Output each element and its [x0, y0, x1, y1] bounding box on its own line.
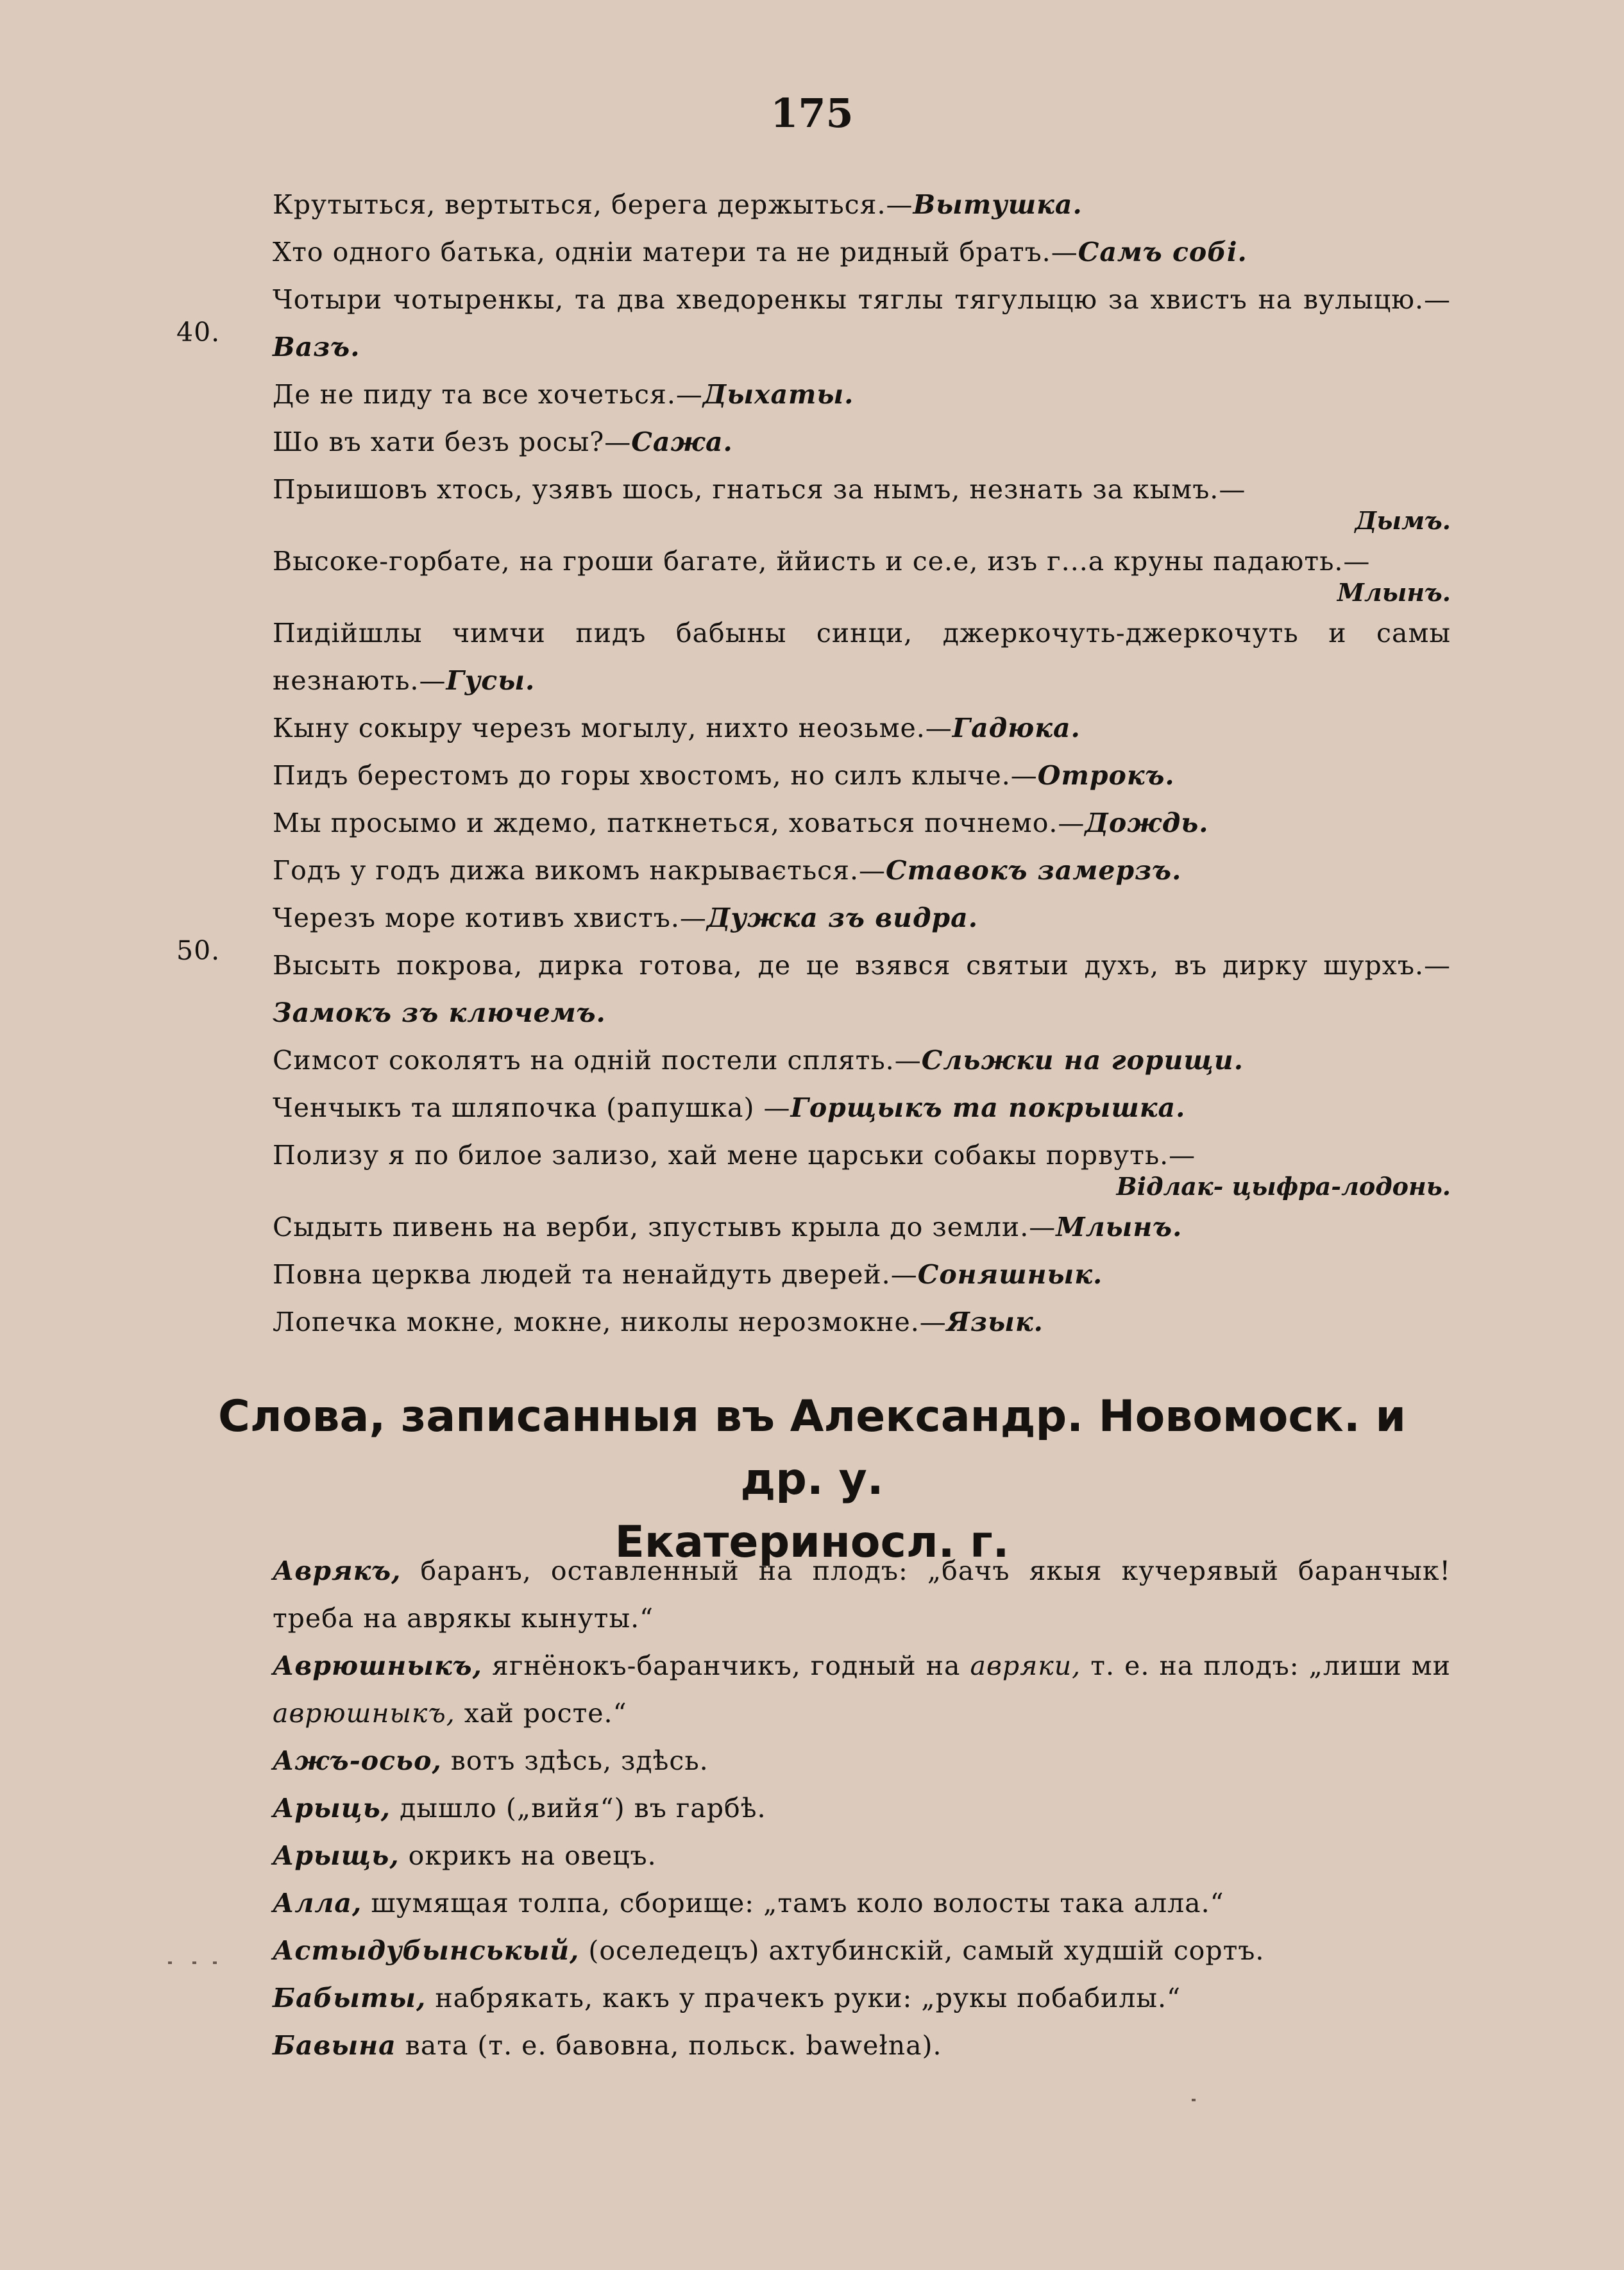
dictionary-entry: Бавына вата (т. е. бавовна, польск. bawełna).: [273, 2030, 942, 2061]
riddle-entry: Высоке-горбате, на гроши багате, ййисть и се.е, изъ г...а круны падають.—: [273, 546, 1371, 577]
riddle-entry: Ченчыкъ та шляпочка (рапушка) —Горщыкъ та покрышка.: [273, 1092, 1186, 1123]
riddle-answer: Дужка зъ видра.: [706, 902, 978, 933]
riddle-entry: Кыну сокыру черезъ могылу, нихто неозьме.—Гадюка.: [273, 713, 1081, 743]
dictionary-entry: Арыць, дышло („вийя“) въ гарбѣ.: [273, 1793, 766, 1824]
riddle-entry: Годъ у годъ дижа викомъ накрывається.—Ставокъ замерзъ.: [273, 855, 1182, 886]
riddle-answer: Соняшнык.: [917, 1259, 1103, 1290]
riddle-answer: Сльжки на горищи.: [921, 1045, 1244, 1076]
riddle-answer: Дымъ.: [1355, 506, 1451, 535]
riddle-answer: Горщыкъ та покрышка.: [790, 1092, 1186, 1123]
riddle-answer: Млынъ.: [1337, 578, 1451, 607]
riddle-entry: Сыдыть пивень на верби, зпустывъ крыла до земли.—Млынъ.: [273, 1212, 1183, 1242]
riddle-entry: Крутыться, вертыться, берега держыться.—Вытушка.: [273, 189, 1083, 220]
riddle-entry: 40. Чотыри чотыренкы, та два хведоренкы тяглы тягулыцю за хвистъ на вулыцю.—Вазъ.: [176, 284, 1451, 362]
riddle-answer: Дыхаты.: [702, 379, 854, 410]
riddle-entry: Хто одного батька, одніи матери та не ридный братъ.—Самъ собі.: [273, 237, 1248, 267]
riddle-entry: Полизу я по билое зализо, хай мене царськи собакы порвуть.—: [273, 1140, 1196, 1171]
headword: Ажъ-осьо,: [273, 1745, 442, 1776]
riddle-entry: 50. Черезъ море котивъ хвистъ.—Дужка зъ видра.: [173, 894, 1451, 942]
riddle-entry: Шо въ хати безъ росы?—Сажа.: [273, 427, 733, 457]
riddle-answer: Вытушка.: [913, 189, 1083, 220]
page-number: 175: [770, 90, 854, 137]
scan-speck: [168, 1961, 172, 1964]
riddles-section: [173, 181, 1451, 1346]
riddle-answer: Самъ собі.: [1078, 237, 1248, 267]
dictionary-entry: Аврякъ, баранъ, оставленный на плодъ: „бачъ якыя кучерявый баранчык! треба на аврякы кынуты.“: [273, 1555, 1451, 1634]
riddle-entry: Мы просымо и ждемо, паткнеться, ховаться почнемо.—Дождь.: [273, 808, 1209, 838]
riddle-number: 50.: [176, 935, 221, 966]
headword: Алла,: [273, 1888, 362, 1918]
headword: Астыдубынськый,: [273, 1935, 580, 1966]
riddle-entry: Высыть покрова, дирка готова, де це взявся святыи духъ, въ дирку шурхъ.—Замокъ зъ ключемъ.: [273, 950, 1451, 1028]
riddle-answer: Гусы.: [446, 665, 536, 696]
scan-speck: [192, 1961, 196, 1964]
dictionary-entry: Бабыты, набрякать, какъ у прачекъ руки: „рукы побабилы.“: [273, 1983, 1181, 2013]
riddle-answer: Гадюка.: [952, 713, 1081, 743]
riddle-answer: Отрокъ.: [1037, 760, 1175, 791]
riddle-answer: Дождь.: [1085, 808, 1209, 838]
riddle-answer: Замокъ зъ ключемъ.: [273, 997, 606, 1028]
riddle-entry: Пидъ берестомъ до горы хвостомъ, но силъ клыче.—Отрокъ.: [273, 760, 1175, 791]
headword: Аврюшныкъ,: [273, 1650, 482, 1681]
dictionary-entry: Арыщь, окрикъ на овецъ.: [273, 1840, 657, 1871]
dictionary-section: [173, 1547, 1451, 2069]
dictionary-entry: Астыдубынськый, (оселедецъ) ахтубинскій, самый худшій сортъ.: [273, 1935, 1265, 1966]
riddle-entry: Де не пиду та все хочеться.—Дыхаты.: [273, 379, 854, 410]
headword: Арыщь,: [273, 1840, 400, 1871]
riddle-number: 40.: [176, 317, 221, 348]
riddle-answer: Сажа.: [631, 427, 733, 457]
headword: Бавына: [273, 2030, 396, 2061]
riddle-answer: Млынъ.: [1056, 1212, 1183, 1242]
scan-speck: [213, 1961, 217, 1964]
headword: Аврякъ,: [273, 1555, 402, 1586]
headword: Бабыты,: [273, 1983, 427, 2013]
headword: Арыць,: [273, 1793, 391, 1824]
section-heading: [173, 1385, 1451, 1574]
riddle-entry: Прыишовъ хтось, узявъ шось, гнаться за нымъ, незнать за кымъ.—: [273, 474, 1246, 505]
dictionary-entry: Аврюшныкъ, ягнёнокъ-баранчикъ, годный на авряки, т. е. на плодъ: „лиши ми аврюшныкъ, хай росте.“: [273, 1650, 1451, 1729]
riddle-answer: Вазъ.: [273, 332, 360, 362]
scan-speck: [1192, 2099, 1196, 2101]
riddle-entry: Симсот соколятъ на одній постели сплять.—Сльжки на горищи.: [273, 1045, 1244, 1076]
riddle-answer: Відлак- цыфра-лодонь.: [1116, 1172, 1451, 1201]
riddle-entry: Пидійшлы чимчи пидъ бабыны синци, джеркочуть-джеркочуть и самы незнають.—Гусы.: [273, 618, 1451, 696]
riddle-entry: Лопечка мокне, мокне, николы нерозмокне.—Язык.: [273, 1307, 1044, 1337]
riddle-answer: Язык.: [946, 1307, 1044, 1337]
section-heading-line: Екатериносл. г.: [614, 1517, 1010, 1568]
section-heading-line: Слова, записанныя въ Александр. Новомоск. и др. у.: [218, 1391, 1406, 1505]
riddle-answer: Ставокъ замерзъ.: [886, 855, 1182, 886]
dictionary-entry: Ажъ-осьо, вотъ здѣсь, здѣсь.: [273, 1745, 709, 1776]
dictionary-entry: Алла, шумящая толпа, сборище: „тамъ коло волосты така алла.“: [273, 1888, 1224, 1918]
riddle-entry: Повна церква людей та ненайдуть дверей.—Соняшнык.: [273, 1259, 1103, 1290]
